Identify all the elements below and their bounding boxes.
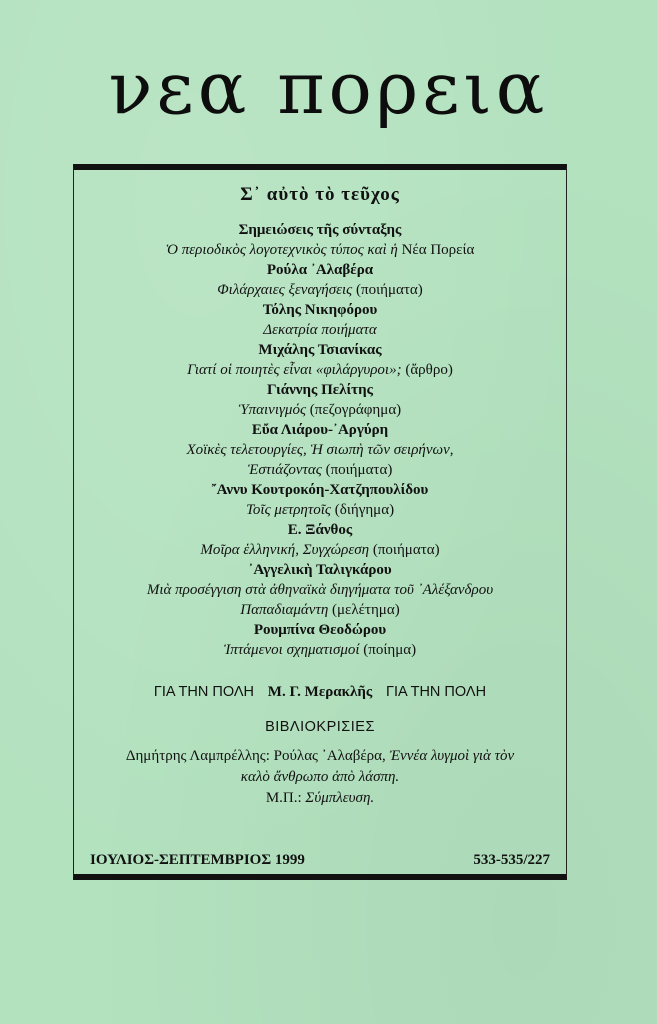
toc-entry [74, 520, 566, 560]
contents-box [73, 164, 567, 880]
toc-work-type: (ποίημα) [363, 642, 417, 658]
toc-work-title: Μοῖρα ἑλληνική, Συγχώρεση [200, 542, 373, 558]
toc-work-title: Γιατί οἱ ποιητὲς εἶναι «φιλάργυροι»; [187, 362, 406, 378]
toc-author: Σημειώσεις τῆς σύνταξης [238, 222, 402, 238]
toc-work-title: Τοῖς μετρητοῖς [245, 502, 335, 518]
toc-work-type: (ποιήματα) [356, 282, 423, 298]
toc-author: Ε. Ξάνθος [287, 522, 353, 538]
toc-work-line [74, 500, 566, 520]
toc-work-type: (μελέτημα) [332, 602, 400, 618]
toc-work-type: (ποιήματα) [325, 462, 393, 478]
toc-work-line [74, 600, 566, 620]
reviews-heading: ΒΙΒΛΙΟΚΡΙΣΙΕΣ [265, 719, 375, 735]
toc-entry [74, 480, 566, 520]
toc-work-line [74, 580, 566, 600]
toc-work-title: Παπαδιαμάντη [240, 602, 333, 618]
review-title: καλὸ ἄνθρωπο ἀπὸ λάσπη. [240, 769, 400, 785]
toc-author: Μιχάλης Τσιανίκας [258, 342, 382, 358]
toc-work-line [74, 360, 566, 380]
toc-work-line [74, 640, 566, 660]
toc-work-title: Φιλάρχαιες ξεναγήσεις [217, 282, 357, 298]
review-line [74, 767, 566, 788]
toc-work-line [74, 460, 566, 480]
toc-author: Τόλης Νικηφόρου [262, 302, 378, 318]
toc-entry [74, 380, 566, 420]
toc-work-title: Ἱπτάμενοι σχηματισμοί [223, 642, 364, 658]
special-author: Μ. Γ. Μερακλῆς [267, 684, 373, 700]
issue-date: ΙΟΥΛΙΟΣ-ΣΕΠΤΕΜΒΡΙΟΣ 1999 [90, 852, 305, 868]
review-line [74, 788, 566, 809]
issue-number: 533-535/227 [473, 852, 550, 868]
toc-work-type: (ἄρθρο) [405, 362, 453, 378]
toc-work-title: Δεκατρία ποιήματα [263, 322, 377, 338]
toc-work-line [74, 320, 566, 340]
toc-entry [74, 560, 566, 620]
toc-work-title: Ὁ περιοδικὸς λογοτεχνικὸς τύπος καὶ ἡ [165, 242, 402, 258]
toc-author: Εὔα Λιάρου-᾿Αργύρη [251, 422, 389, 438]
toc-work-title: Ὑπαινιγμός [238, 402, 310, 418]
toc-entry [74, 620, 566, 660]
toc-work-type: (ποιήματα) [372, 542, 440, 558]
review-text: Μ.Π.: [265, 790, 306, 806]
special-section [74, 682, 566, 702]
toc-author: Ρούλα ᾿Αλαβέρα [266, 262, 374, 278]
table-of-contents [74, 220, 566, 660]
toc-work-type: (πεζογράφημα) [309, 402, 402, 418]
review-line [74, 746, 566, 767]
toc-work-line [74, 540, 566, 560]
review-text: Δημήτρης Λαμπρέλλης: Ρούλας ᾿Αλαβέρα, [125, 748, 390, 764]
toc-entry [74, 220, 566, 260]
toc-work-line [74, 240, 566, 260]
toc-author: ᾿Αγγελικὴ Ταλιγκάρου [248, 562, 392, 578]
toc-work-line [74, 440, 566, 460]
toc-entry [74, 340, 566, 380]
toc-entry [74, 260, 566, 300]
reviews-list [74, 746, 566, 809]
toc-entry [74, 300, 566, 340]
special-left-label: ΓΙΑ ΤΗΝ ΠΟΛΗ [153, 684, 255, 700]
toc-author: Ρουμπίνα Θεοδώρου [253, 622, 387, 638]
review-title: Σύμπλευση. [305, 790, 375, 806]
toc-work-line [74, 400, 566, 420]
toc-entry [74, 420, 566, 480]
toc-work-title: Μιὰ προσέγγιση στὰ ἀθηναϊκὰ διηγήματα τοῦ ᾿Αλέξανδρου [146, 582, 494, 598]
toc-work-line [74, 280, 566, 300]
toc-work-title: Ἑστιάζοντας [247, 462, 326, 478]
toc-author: Γιάννης Πελίτης [267, 382, 373, 398]
toc-work-type: Νέα Πορεία [401, 242, 475, 258]
toc-work-title: Χοϊκὲς τελετουργίες, Ἡ σιωπὴ τῶν σειρήνων, [186, 442, 454, 458]
contents-heading: Σ᾿ αὐτὸ τὸ τεῦχος [240, 184, 400, 205]
special-right-label: ΓΙΑ ΤΗΝ ΠΟΛΗ [385, 684, 487, 700]
toc-author: ῎Αννυ Κουτροκόη-Χατζηπουλίδου [211, 482, 429, 498]
masthead-title: νεα πορεια [108, 46, 549, 130]
review-title: Ἐννέα λυγμοὶ γιὰ τὸν [389, 748, 515, 764]
toc-work-type: (διήγημα) [334, 502, 395, 518]
